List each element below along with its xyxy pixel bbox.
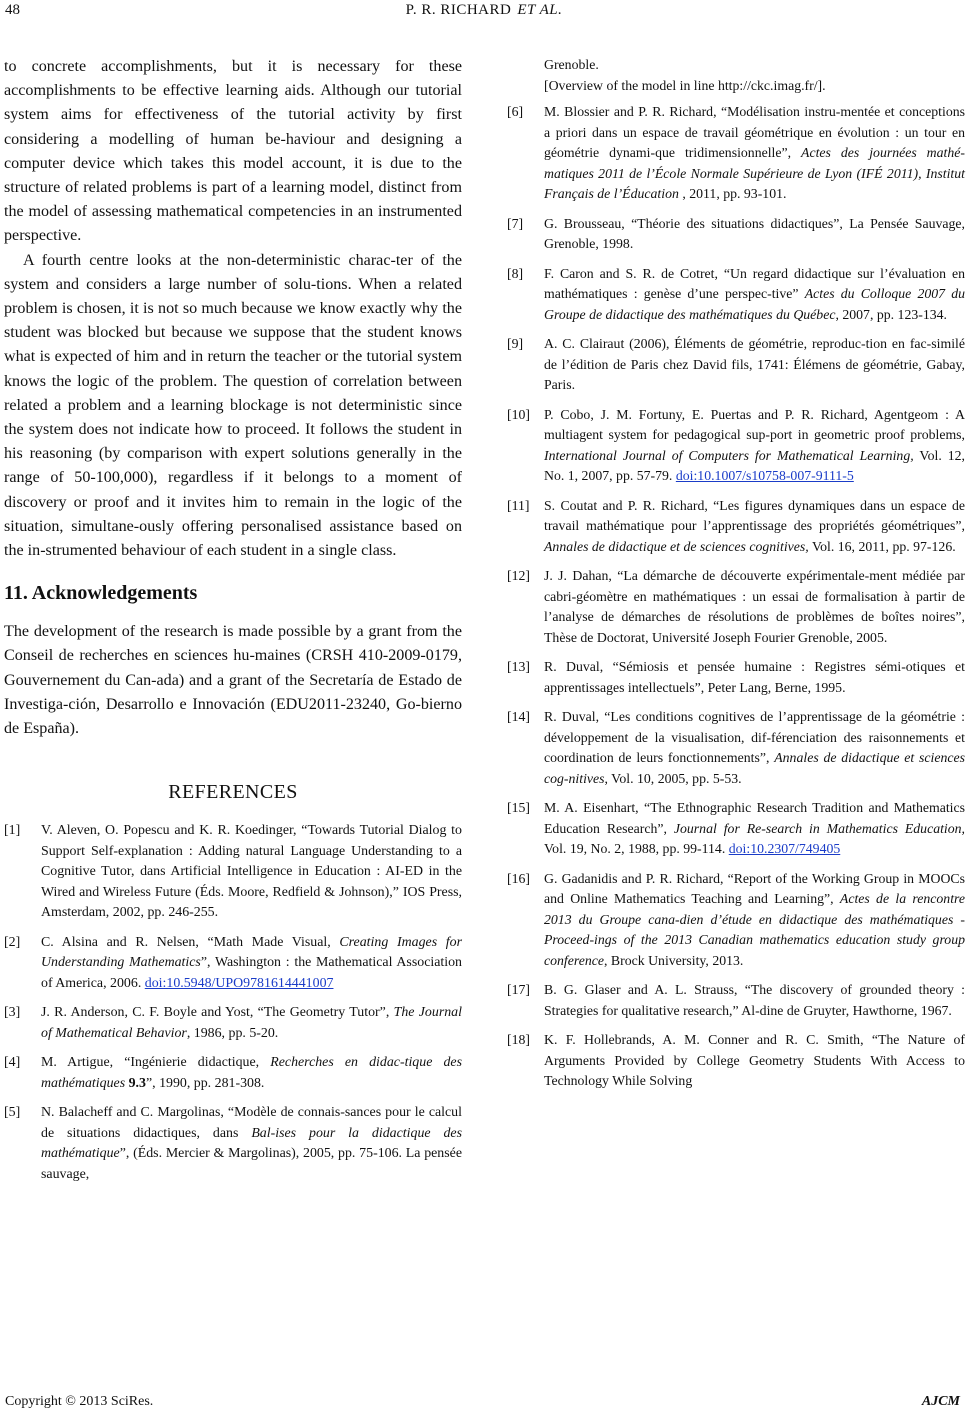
reference-text xyxy=(41,933,462,995)
running-head xyxy=(0,2,968,19)
reference-details: , Brock University, 2013. xyxy=(604,952,744,968)
reference-number: [10] xyxy=(507,406,530,422)
reference-details: Vol. 19, No. 2, 1988, pp. 99-114. xyxy=(544,841,729,856)
reference-item xyxy=(4,933,462,995)
reference-text xyxy=(544,707,965,789)
copyright-notice: Copyright © 2013 SciRes. xyxy=(5,1394,154,1409)
reference-continuation-line: [Overview of the model in line http://ckc.imag.fr/]. xyxy=(544,77,826,93)
reference-text xyxy=(544,496,965,558)
running-head-authors: P. R. RICHARD xyxy=(405,2,512,18)
reference-authors-title: C. Alsina and R. Nelsen, “Math Made Visual, xyxy=(41,934,340,950)
reference-details: , 2011, pp. 93-101. xyxy=(678,186,787,201)
reference-source: Recherches en didac-tique des mathématiques xyxy=(41,1055,462,1091)
reference-authors-title: R. Duval, “Sémiosis et pensée humaine : Registres sémi-otiques et apprentissages intellectuels”, Peter Lang, Berne, 1995. xyxy=(544,659,965,695)
reference-item xyxy=(507,264,965,326)
reference-source: The Journal of Mathematical Behavior xyxy=(41,1005,462,1041)
reference-authors-title: M. Artigue, “Ingénierie didactique, xyxy=(41,1055,271,1071)
reference-text xyxy=(544,405,965,487)
reference-authors-title: F. Caron and S. R. de Cotret, “Un regard didactique sur l’évaluation en mathématiques : genèse d’une perspec-tive” xyxy=(544,265,965,301)
reference-text xyxy=(41,1053,462,1094)
reference-source: Annales de didactique et de sciences cognitives, xyxy=(544,538,809,554)
reference-number: [12] xyxy=(507,568,530,583)
reference-details: ”, Washington : the Mathematical Association of America, 2006. xyxy=(41,955,462,991)
reference-authors-title: K. F. Hollebrands, A. M. Conner and R. C. Smith, “The Nature of Arguments Provided by College Geometry Students With Access to Technology While Solving xyxy=(544,1032,965,1088)
reference-item xyxy=(507,869,965,972)
reference-authors-title: J. R. Anderson, C. F. Boyle and Yost, “The Geometry Tutor”, xyxy=(41,1005,394,1021)
reference-source: Journal for Re-search in Mathematics Education, xyxy=(673,820,966,836)
reference-details: Vol. 12, No. 1, 2007, pp. 57-79. xyxy=(544,447,965,483)
reference-number: [14] xyxy=(507,709,530,724)
reference-details: , Vol. 10, 2005, pp. 5-53. xyxy=(604,770,742,786)
reference-authors-title: M. Blossier and P. R. Richard, “Modélisation instru-mentée et conceptions a priori dans un espace de travail géométrique en évolution : un tour en géométrie dynami-que tridimensionnelle”, xyxy=(544,104,965,160)
reference-source: Bal-ises pour la didactique des mathématique xyxy=(41,1125,463,1162)
doi-link[interactable]: doi:10.5948/UPO9781614441007 xyxy=(144,975,334,991)
reference-item xyxy=(507,707,965,789)
page-header xyxy=(0,0,968,30)
reference-number: [15] xyxy=(507,800,530,815)
reference-item xyxy=(507,405,965,487)
reference-source: Actes de la rencontre 2013 du Groupe cana-dien d’étude en didactique des mathématiques - Proceed-ings of the 2013 Canadian mathematics education study group conference xyxy=(544,891,966,968)
reference-text xyxy=(544,214,965,255)
reference-text xyxy=(544,102,965,205)
reference-source: Creating Images for Understanding Mathematics xyxy=(41,934,462,971)
reference-text xyxy=(544,869,965,972)
reference-volume: 9.3 xyxy=(125,1075,146,1091)
reference-details: , 2007, pp. 123-134. xyxy=(835,306,947,322)
reference-details: , 1986, pp. 5-20. xyxy=(186,1025,279,1041)
reference-source: Annales de didactique et sciences cog-nitives xyxy=(544,750,965,786)
right-column xyxy=(507,55,965,1101)
reference-number: [5] xyxy=(4,1105,21,1121)
acknowledgements-text: The development of the research is made possible by a grant from the Conseil de recherches en sciences hu-maines (CRSH 410-2009-0179, Gouvernement du Can-ada) and a grant of the Secretaría de Estado de Investiga-ción, Desarrollo e Innovación (EDU2011-23240, Go-bierno de España). xyxy=(4,623,462,738)
reference-authors-title: A. C. Clairaut (2006), Éléments de géométrie, reproduc-tion en fac-similé de l’édition de Paris chez David fils, 1741: Élémens de géométrie, Gabay, Paris. xyxy=(544,336,965,392)
reference-number: [9] xyxy=(507,336,524,351)
reference-item xyxy=(4,821,462,924)
reference-item xyxy=(4,1103,462,1185)
references-list-right xyxy=(507,55,965,1092)
reference-authors-title: G. Gadanidis and P. R. Richard, “Report of the Working Group in MOOCs and Online Mathematics Teaching and Learning”, xyxy=(544,870,965,906)
reference-text xyxy=(544,264,965,326)
reference-number: [16] xyxy=(507,870,530,886)
reference-text xyxy=(41,821,462,924)
reference-details: Vol. 16, 2011, pp. 97-126. xyxy=(808,538,956,554)
reference-continuation xyxy=(507,55,965,96)
reference-text xyxy=(544,566,965,648)
reference-details: ”, 1990, pp. 281-308. xyxy=(145,1075,265,1091)
section-heading-acknowledgements: 11. Acknowledgements xyxy=(4,582,198,605)
reference-number: [6] xyxy=(507,104,524,119)
reference-text xyxy=(544,798,965,860)
body-paragraph: to concrete accomplishments, but it is necessary for these accomplishments to be effective learning aids. Although our tutorial system aims for effectiveness of the tutorial activity by first considering a modelling of human be-haviour and designing a computer device which takes this model account, it is due to the structure of related problems is part of a learning model, distinct from the model of assessing mathematical competencies in an instrumented perspective. xyxy=(4,58,462,245)
left-column xyxy=(4,55,462,1194)
reference-authors-title: P. Cobo, J. M. Fortuny, E. Puertas and P. R. Richard, Agentgeom : A multiagent system for pedagogical sup-port in geometric proof problems, xyxy=(544,406,965,442)
references-heading: REFERENCES xyxy=(168,781,298,804)
reference-item xyxy=(507,334,965,396)
reference-source: International Journal of Computers for Mathematical Learning, xyxy=(544,447,914,463)
reference-authors-title: B. G. Glaser and A. L. Strauss, “The discovery of grounded theory : Strategies for qualitative research,” Al-dine de Gruyter, Hawthorne, 1967. xyxy=(544,982,965,1018)
reference-authors-title: M. A. Eisenhart, “The Ethnographic Research Tradition and Mathematics Education Research”, xyxy=(544,800,965,836)
reference-item xyxy=(507,566,965,648)
reference-text xyxy=(41,1103,462,1185)
running-head-etal: ET AL. xyxy=(517,2,563,18)
reference-item xyxy=(507,980,965,1021)
reference-text xyxy=(544,334,965,396)
reference-item xyxy=(507,102,965,205)
reference-number: [2] xyxy=(4,934,21,950)
reference-item xyxy=(507,798,965,860)
reference-number: [1] xyxy=(4,823,21,839)
reference-authors-title: R. Duval, “Les conditions cognitives de l’apprentissage de la géométrie : développement de la visualisation, dif-férenciation des raisonnements et coordination de leurs fonctionnements”, xyxy=(544,709,965,765)
reference-item xyxy=(507,657,965,698)
journal-abbreviation: AJCM xyxy=(921,1394,960,1409)
references-list-left xyxy=(4,821,462,1185)
reference-text xyxy=(544,1030,965,1092)
reference-item xyxy=(507,214,965,255)
reference-number: [18] xyxy=(507,1032,530,1047)
reference-authors-title: G. Brousseau, “Théorie des situations didactiques”, La Pensée Sauvage, Grenoble, 1998. xyxy=(544,215,965,251)
page-number: 48 xyxy=(5,2,20,18)
doi-link[interactable]: doi:10.1007/s10758-007-9111-5 xyxy=(675,468,854,483)
reference-details: ”, (Éds. Mercier & Margolinas), 2005, pp. 75-106. La pensée sauvage, xyxy=(41,1146,462,1182)
reference-number: [4] xyxy=(4,1055,21,1071)
reference-text xyxy=(41,1003,462,1044)
page-footer xyxy=(0,1394,968,1414)
reference-text xyxy=(544,980,965,1021)
reference-authors-title: J. J. Dahan, “La démarche de découverte expérimentale-ment médiée par cabri-géomètre en mathématiques : un essai de formalisation à partir de l’analyse de démarches de résolutions de problèmes de boîtes noires”, Thèse de Doctorat, Université Joseph Fourier Grenoble, 2005. xyxy=(544,568,965,645)
doi-link[interactable]: doi:10.2307/749405 xyxy=(728,841,841,856)
reference-authors-title: S. Coutat and P. R. Richard, “Les figures dynamiques dans un espace de travail mathématique pour l’apprentissage des propriétés géométriques”, xyxy=(544,497,965,533)
reference-number: [17] xyxy=(507,982,530,997)
reference-number: [8] xyxy=(507,265,524,281)
reference-number: [7] xyxy=(507,215,524,231)
reference-authors-title: N. Balacheff and C. Margolinas, “Modèle de connais-sances pour le calcul de situations didactiques, dans xyxy=(41,1105,462,1141)
reference-text xyxy=(544,657,965,698)
reference-source: Actes des journées mathé-matiques 2011 de l’École Normale Supérieure de Lyon (IFÉ 2011), Institut Français de l’Éducation xyxy=(544,145,965,201)
reference-item xyxy=(4,1053,462,1094)
reference-item xyxy=(507,496,965,558)
reference-number: [13] xyxy=(507,659,530,674)
reference-source: Actes du Colloque 2007 du Groupe de didactique des mathématiques du Québec xyxy=(544,286,966,322)
reference-item xyxy=(4,1003,462,1044)
reference-continuation-line: Grenoble. xyxy=(544,57,599,72)
body-paragraph: A fourth centre looks at the non-deterministic charac-ter of the system and considers a large number of solu-tions. When a related problem is chosen, it is not so much because we know exactly why the student was blocked but because we suppose that the student knows what is expected of him and in return the teacher or the tutorial system knows the logic of the problem. The question of correlation between related a problem and a learning blockage is not deterministic since the system does not indicate how to proceed. It follows the student in his reasoning (by comparison with expert solutions generally in the range of 50-100,000), regardless if it belongs to a moment of discovery or proof and it invites him to remain in the logic of the situation, simultane-ously offering personalised assistance based on the in-strumented behaviour of each student in a single class. xyxy=(4,251,462,560)
reference-number: [3] xyxy=(4,1005,21,1021)
reference-item xyxy=(507,1030,965,1092)
reference-number: [11] xyxy=(507,497,530,513)
reference-authors-title: V. Aleven, O. Popescu and K. R. Koedinger, “Towards Tutorial Dialog to Support Self-explanation : Adding natural Language Understanding to a Cognitive Tutor, dans Artificial Intelligence in Education : AI-ED in the Wired and Wireless Future (Éds. Moore, Redfield & Johnson),” IOS Press, Amsterdam, 2002, pp. 246-255. xyxy=(41,823,462,921)
